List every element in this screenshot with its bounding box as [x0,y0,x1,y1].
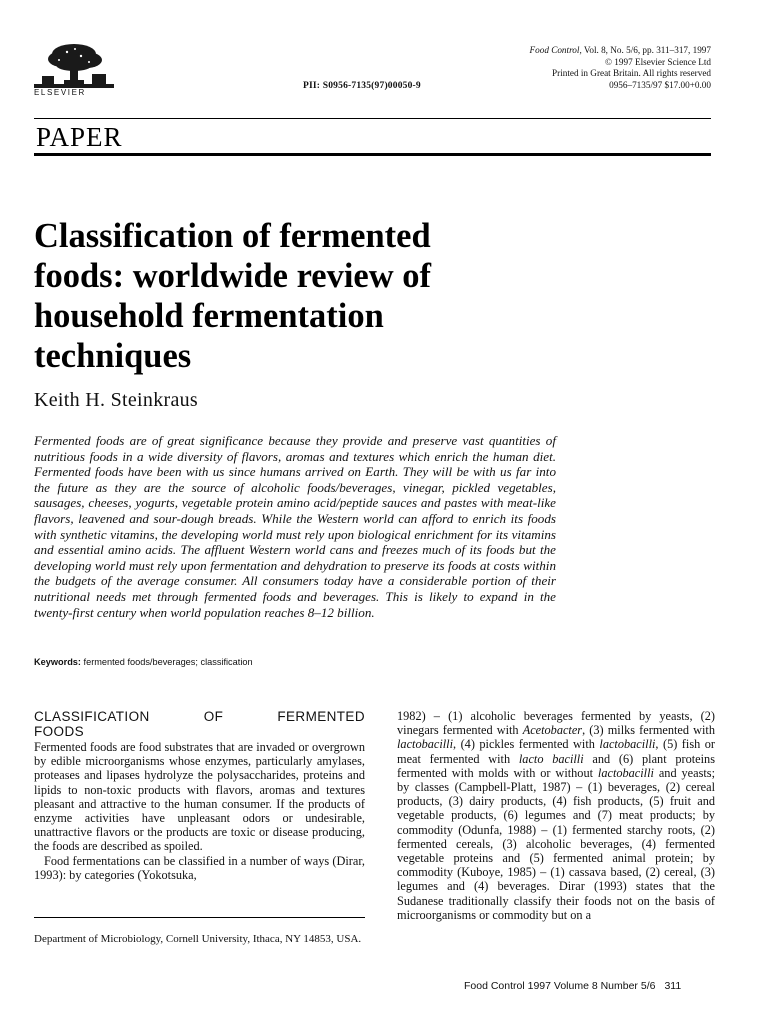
text-run: 1982) – (1) alcoholic beverages fermented by yeasts, (2) vinegars fermented with [397,709,715,738]
header-rule [34,118,711,119]
copyright-line: © 1997 Elsevier Science Ltd [605,56,711,67]
italic-organism-name: lactobacilli [397,737,454,752]
journal-citation-line [530,45,711,57]
section-rule [34,153,711,156]
page-number: 311 [664,980,682,992]
text-run: and (6) plant proteins fermented with molds with or without [397,751,715,780]
section-heading-word: FOODS [34,724,85,739]
body-paragraph [397,709,715,922]
keywords-label: Keywords: [34,657,81,667]
title-line: Classification of fermented [34,217,431,255]
text-run: , (4) pickles fermented with [453,737,600,752]
keywords-line [34,657,253,667]
body-paragraph: Food fermentations can be classified in a number of ways (Dirar, 1993): by categories (Yokotsuka, [34,853,365,882]
printed-line: Printed in Great Britain. All rights reserved [552,68,711,79]
pii-identifier: PII: S0956-7135(97)00050-9 [303,81,421,91]
keywords-list: fermented foods/beverages; classification [80,657,253,667]
author-affiliation-footnote: Department of Microbiology, Cornell University, Ithaca, NY 14853, USA. [34,933,362,945]
text-run: and yeasts; by classes (Campbell-Platt, 1987) – (1) beverages, (2) cereal products, (3) dairy products, (4) fish products, (5) fruit and vegetable products, (6) legumes and (7) meat products; by commodity (Odunfa, 1988) – (1) fermented starchy roots, (2) fermented cereals, (3) alcoholic beverages, (4) fermented vegetable proteins and (5) fermented animal protein; by commodity (Kuboye, 1985) – (1) cassava based, (2) cereal, (3) legumes and (4) beverages. Dirar (1993) states that the Sudanese traditionally classify their foods not on the basis of microorganisms or commodity but on a [397,765,715,922]
section-heading [34,709,365,739]
article-type-label: PAPER [36,122,123,152]
article-title [34,216,554,376]
section-heading-word: CLASSIFICATION [34,709,150,724]
author-name: Keith H. Steinkraus [34,389,199,411]
body-column-right [397,709,715,922]
title-line: techniques [34,337,192,375]
journal-citation-block [530,45,711,91]
issn-price-line: 0956–7135/97 $17.00+0.00 [609,79,711,90]
italic-organism-name: lactobacilli [597,765,654,780]
footnote-rule [34,917,365,918]
title-line: foods: worldwide review of [34,257,432,295]
section-heading-word: OF [203,709,224,724]
section-heading-word: FERMENTED [277,709,365,724]
journal-name: Food Control, [529,45,582,55]
text-run: , (3) milks fermented with [582,723,715,738]
italic-organism-name: lacto bacilli [518,751,584,766]
title-line: household fermentation [34,297,384,335]
text-run: , (5) fish or meat fermented with [397,737,715,766]
footer-journal-issue: Food Control 1997 Volume 8 Number 5/6 [464,980,656,992]
italic-organism-name: Acetobacter [522,723,583,738]
abstract: Fermented foods are of great significance because they provide and preserve vast quantities of nutritious foods in a wide diversity of flavors, aromas and textures which enrich the human diet. Fermented foods have been with us since humans arrived on Earth. They will be with us far into the future as they are the source of alcoholic foods/beverages, vinegar, pickled vegetables, sausages, cheeses, yogurts, vegetable protein amino acid/peptide sauces and pastes with meat-like flavors, leavened and sour-dough breads. While the Western world can afford to enrich its foods with synthetic vitamins, the developing world must rely upon biological enrichment for its vitamins and essential amino acids. The affluent Western world cans and freezes much of its foods but the developing world must rely upon fermentation and dehydration to preserve its foods at costs within the budgets of the average consumer. All consumers today have a considerable portion of their nutritional needs met through fermented foods and beverages. This is likely to expand in the twenty-first century when world population reaches 8–12 billion. [34,433,556,620]
body-paragraph: Fermented foods are food substrates that are invaded or overgrown by edible microorganisms whose enzymes, particularly amylases, proteases and lipases hydrolyze the polysaccharides, proteins and lipids to non-toxic products with flavors, aromas and textures pleasant and attractive to the human consumer. If the products of enzyme activities have unpleasant odors or undesirable, unattractive flavors or the products are toxic or disease producing, the foods are described as spoiled. [34,740,365,854]
body-column-left [34,709,365,882]
journal-volume-pages: Vol. 8, No. 5/6, pp. 311–317, 1997 [581,45,711,55]
page-footer [464,980,681,992]
italic-organism-name: lactobacilli [599,737,656,752]
publisher-logo-text: ELSEVIER [34,88,86,97]
